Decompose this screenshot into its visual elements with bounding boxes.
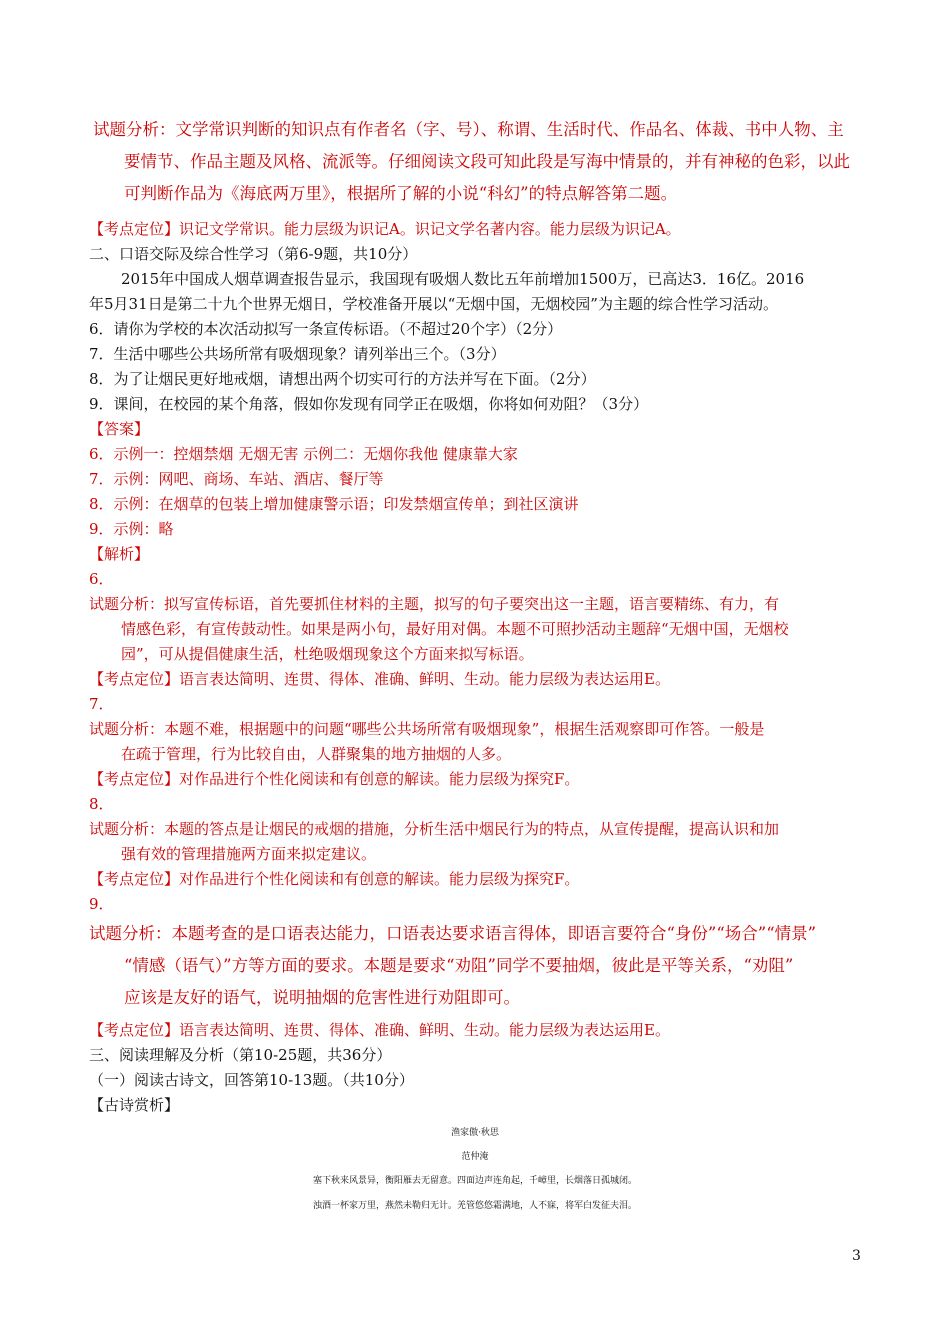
- section-heading: 二、口语交际及综合性学习（第6-9题，共10分）: [89, 245, 418, 263]
- subsection-heading: （一）阅读古诗文，回答第10-13题。（共10分）: [89, 1071, 414, 1089]
- poem-author: 范仲淹: [461, 1152, 489, 1162]
- q6-analysis-line: 试题分析：拟写宣传标语，首先要抓住材料的主题，拟写的句子要突出这一主题，语言要精练、有力，有: [89, 595, 780, 613]
- poem-title: 渔家傲·秋思: [451, 1128, 499, 1138]
- answer-9: 9．示例：略: [89, 520, 174, 538]
- q9-kaodian: 【考点定位】语言表达简明、连贯、得体、准确、鲜明、生动。能力层级为表达运用E。: [89, 1021, 670, 1039]
- answer-6: 6．示例一：控烟禁烟 无烟无害 示例二：无烟你我他 健康靠大家: [89, 445, 518, 463]
- q8-analysis-line: 试题分析：本题的答点是让烟民的戒烟的措施，分析生活中烟民行为的特点，从宣传提醒，提高认识和加: [89, 820, 780, 838]
- intro-line: 年5月31日是第二十九个世界无烟日，学校准备开展以“无烟中国，无烟校园”为主题的综合性学习活动。: [89, 295, 778, 313]
- poem-line: 塞下秋来风景异，衡阳雁去无留意。四面边声连角起，千嶂里，长烟落日孤城闭。: [312, 1176, 637, 1186]
- q9-analysis-line: 试题分析：本题考查的是口语表达能力，口语表达要求语言得体，即语言要符合“身份”“场合”“情景”: [89, 924, 817, 943]
- q7-analysis-line: 在疏于管理，行为比较自由，人群聚集的地方抽烟的人多。: [121, 745, 512, 763]
- poem-line: 浊酒一杯家万里，燕然未勒归无计。羌管悠悠霜满地，人不寐，将军白发征夫泪。: [312, 1201, 637, 1211]
- q8-analysis-line: 强有效的管理措施两方面来拟定建议。: [121, 845, 377, 863]
- q6-analysis-line: 情感色彩，有宣传鼓动性。如果是两小句，最好用对偶。本题不可照抄活动主题辞“无烟中国，无烟校: [121, 620, 789, 638]
- answer-7: 7．示例：网吧、商场、车站、酒店、餐厅等: [89, 470, 384, 488]
- q7-analysis-line: 试题分析：本题不难，根据题中的问题“哪些公共场所常有吸烟现象”，根据生活观察即可作答。一般是: [89, 720, 765, 738]
- page-number: 3: [852, 1248, 861, 1264]
- answer-label: 【答案】: [89, 420, 150, 438]
- q8-kaodian: 【考点定位】对作品进行个性化阅读和有创意的解读。能力层级为探究F。: [89, 870, 580, 888]
- jiexi-label: 【解析】: [89, 545, 150, 563]
- poem-section-label: 【古诗赏析】: [89, 1096, 180, 1114]
- q6-kaodian: 【考点定位】语言表达简明、连贯、得体、准确、鲜明、生动。能力层级为表达运用E。: [89, 670, 670, 688]
- kaodian-line: 【考点定位】识记文学常识。能力层级为识记A。识记文学名著内容。能力层级为识记A。: [89, 220, 681, 238]
- question-6: 6．请你为学校的本次活动拟写一条宣传标语。（不超过20个字）（2分）: [89, 320, 563, 338]
- q6-analysis-line: 园”，可从提倡健康生活，杜绝吸烟现象这个方面来拟写标语。: [121, 645, 534, 663]
- analysis-line: 试题分析：文学常识判断的知识点有作者名（字、号）、称谓、生活时代、作品名、体裁、书中人物、主: [93, 120, 844, 139]
- q8-number: 8．: [89, 795, 114, 813]
- q9-analysis-line: “情感（语气）”方等方面的要求。本题是要求“劝阻”同学不要抽烟，彼此是平等关系，“劝阻”: [124, 956, 794, 975]
- q6-number: 6．: [89, 570, 114, 588]
- intro-line: 2015年中国成人烟草调查报告显示，我国现有吸烟人数比五年前增加1500万，已高达3．16亿。2016: [121, 270, 805, 288]
- q7-kaodian: 【考点定位】对作品进行个性化阅读和有创意的解读。能力层级为探究F。: [89, 770, 580, 788]
- question-8: 8．为了让烟民更好地戒烟，请想出两个切实可行的方法并写在下面。（2分）: [89, 370, 596, 388]
- question-9: 9．课间，在校园的某个角落，假如你发现有同学正在吸烟，你将如何劝阻？（3分）: [89, 395, 649, 413]
- q9-number: 9．: [89, 895, 114, 913]
- analysis-line: 要情节、作品主题及风格、流派等。仔细阅读文段可知此段是写海中情景的，并有神秘的色彩，以此: [124, 152, 850, 171]
- q9-analysis-line: 应该是友好的语气，说明抽烟的危害性进行劝阻即可。: [124, 988, 520, 1007]
- answer-8: 8．示例：在烟草的包装上增加健康警示语；印发禁烟宣传单；到社区演讲: [89, 495, 579, 513]
- question-7: 7．生活中哪些公共场所常有吸烟现象？请列举出三个。（3分）: [89, 345, 506, 363]
- section-heading: 三、阅读理解及分析（第10-25题，共36分）: [89, 1046, 392, 1064]
- q7-number: 7．: [89, 695, 114, 713]
- analysis-line: 可判断作品为《海底两万里》，根据所了解的小说“科幻”的特点解答第二题。: [124, 184, 678, 203]
